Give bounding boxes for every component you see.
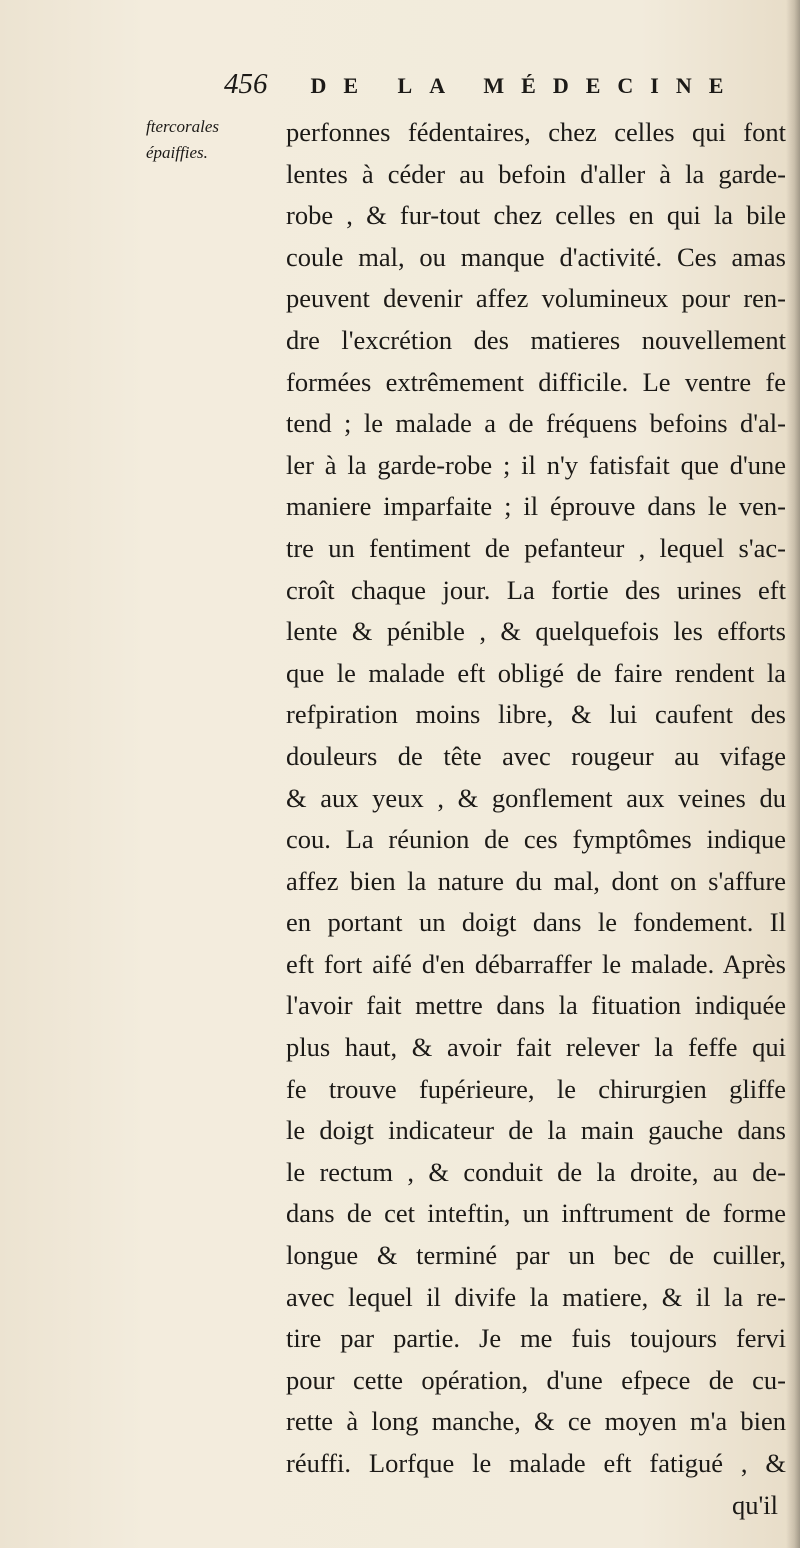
text-line: ler à la garde-robe ; il n'y fatisfait que d'une [286, 449, 786, 480]
text-line: lente & pénible , & quelquefois les efforts [286, 616, 786, 647]
text-line: croît chaque jour. La fortie des urines eft [286, 574, 786, 605]
text-line: peuvent devenir affez volumineux pour ren- [286, 283, 786, 314]
text-line: tire par partie. Je me fuis toujours fervi [286, 1323, 786, 1354]
text-line: tre un fentiment de pefanteur , lequel s'ac- [286, 532, 786, 563]
text-line: formées extrêmement difficile. Le ventre fe [286, 366, 786, 397]
text-line: lentes à céder au befoin d'aller à la garde- [286, 158, 786, 189]
running-head [224, 62, 784, 106]
page-edge-shadow [786, 0, 800, 1548]
text-line: maniere imparfaite ; il éprouve dans le ven- [286, 491, 786, 522]
text-line: en portant un doigt dans le fondement. Il [286, 907, 786, 938]
text-line: coule mal, ou manque d'activité. Ces amas [286, 241, 786, 272]
page-number: 456 [224, 68, 268, 100]
text-line: le rectum , & conduit de la droite, au de- [286, 1156, 786, 1187]
text-line: l'avoir fait mettre dans la fituation indiquée [286, 990, 786, 1021]
text-line: le doigt indicateur de la main gauche dans [286, 1115, 786, 1146]
marginal-note-line: épaiffies. [146, 143, 208, 162]
text-line: réuffi. Lorfque le malade eft fatigué , & [286, 1448, 786, 1478]
text-line: perfonnes fédentaires, chez celles qui font [286, 117, 786, 147]
catchword: qu'il [732, 1489, 778, 1520]
text-line: que le malade eft obligé de faire rendent la [286, 657, 786, 688]
text-line: rette à long manche, & ce moyen m'a bien [286, 1406, 786, 1437]
text-line: dre l'excrétion des matieres nouvellement [286, 324, 786, 355]
text-line: pour cette opération, d'une efpece de cu- [286, 1364, 786, 1395]
body-text [286, 112, 786, 1526]
text-line: robe , & fur-tout chez celles en qui la bile [286, 200, 786, 231]
text-line: affez bien la nature du mal, dont on s'affure [286, 865, 786, 896]
running-head-title: DE LA MÉDECINE [310, 73, 741, 98]
text-line: douleurs de tête avec rougeur au vifage [286, 740, 786, 771]
text-line: eft fort aifé d'en débarraffer le malade. Après [286, 948, 786, 979]
marginal-note-line: ftercorales [146, 117, 220, 136]
text-line: dans de cet inteftin, un inftrument de forme [286, 1198, 786, 1229]
text-line: avec lequel il divife la matiere, & il la re- [286, 1281, 786, 1312]
text-line: longue & terminé par un bec de cuiller, [286, 1240, 786, 1271]
text-line: & aux yeux , & gonflement aux veines du [286, 782, 786, 813]
text-line: tend ; le malade a de fréquens befoins d'al- [286, 408, 786, 439]
text-line: fe trouve fupérieure, le chirurgien gliffe [286, 1073, 786, 1104]
text-line: cou. La réunion de ces fymptômes indique [286, 824, 786, 855]
marginal-note [146, 114, 276, 166]
text-line: plus haut, & avoir fait relever la feffe qui [286, 1032, 786, 1063]
text-line: refpiration moins libre, & lui caufent des [286, 699, 786, 730]
